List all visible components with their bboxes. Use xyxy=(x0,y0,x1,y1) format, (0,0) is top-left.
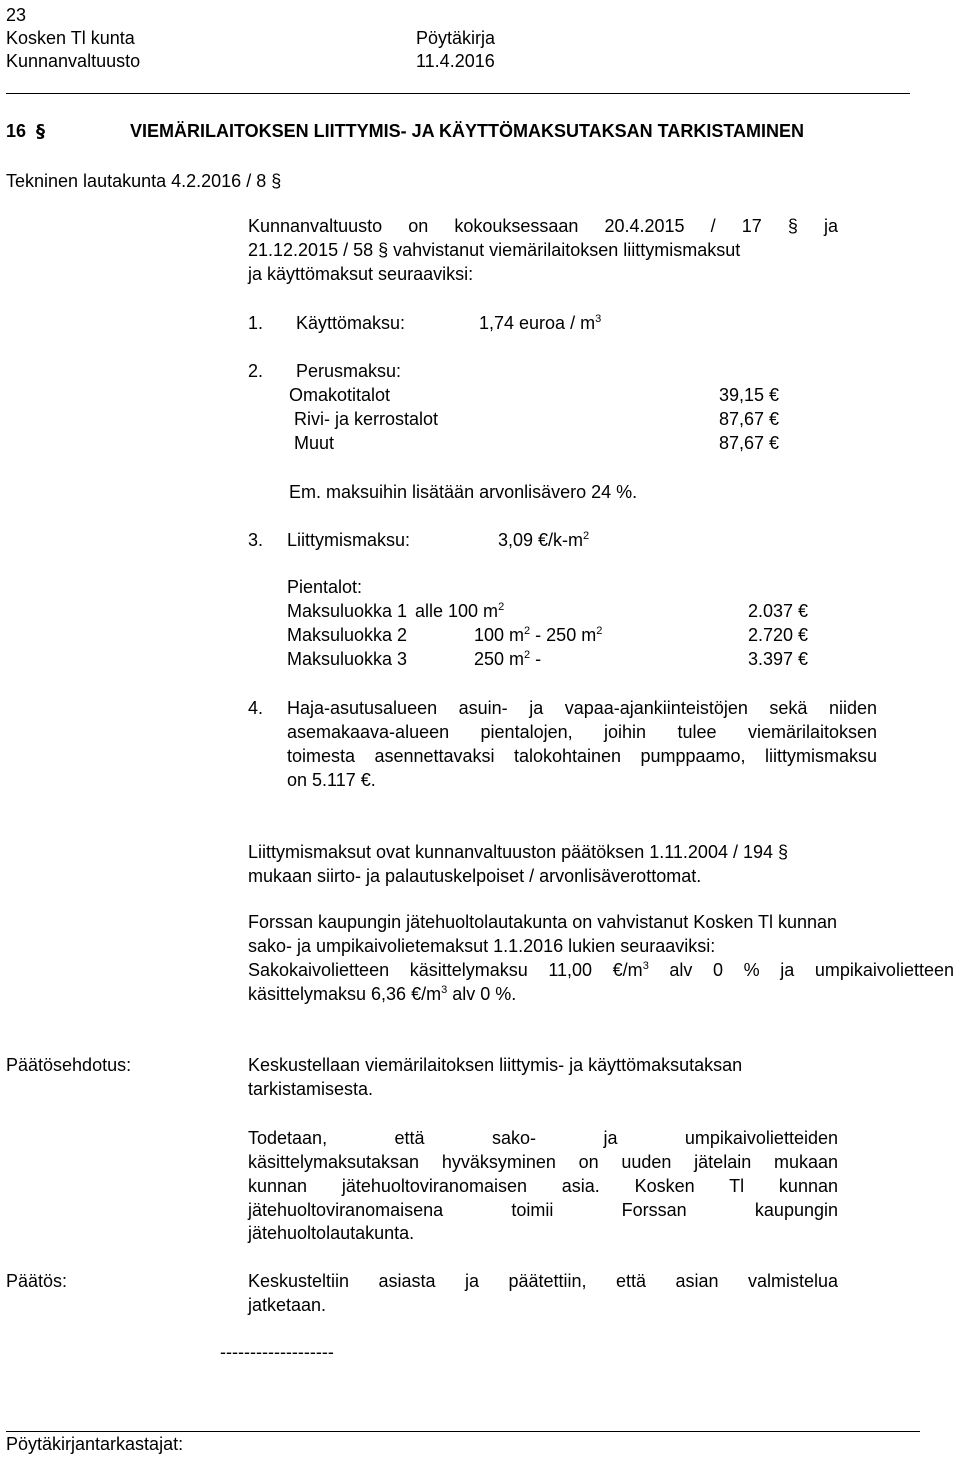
item2-number: 2. xyxy=(248,361,264,381)
meeting-date: 11.4.2016 xyxy=(416,51,495,71)
decision-line-1: Keskusteltiin asiasta ja päätettiin, että asian valmistelua xyxy=(248,1271,838,1291)
forssa-line-4: käsittelymaksu 6,36 $€/m^3$ alv 0 %. xyxy=(248,984,517,1004)
section-title: VIEMÄRILAITOKSEN LIITTYMIS- JA KÄYTTÖMAKSUTAKSAN TARKISTAMINEN xyxy=(130,121,804,141)
proposal-p2-line-4: jätehuoltoviranomaisena toimii Forssan kaupungin xyxy=(248,1200,838,1220)
item1-value: 1,74 euroa / $m^3$ xyxy=(479,313,602,333)
basic-fee-row-value: 39,15 € xyxy=(719,385,780,405)
section-number: 16 § xyxy=(6,121,46,142)
item4-line-2: asemakaava-alueen pientalojen, joihin tulee viemärilaitoksen xyxy=(287,722,877,742)
forssa-line-3: Sakokaivolietteen käsittelymaksu 11,00 $€/m^3$ alv 0 % ja umpikaivolietteen xyxy=(248,960,954,980)
forssa-line-2: sako- ja umpikaivolietemaksut 1.1.2016 lukien seuraaviksi: xyxy=(248,936,716,956)
proposal-p2-line-2: käsittelymaksutaksan hyväksyminen on uuden jätelain mukaan xyxy=(248,1152,838,1172)
item3-subheading: Pientalot: xyxy=(287,577,363,597)
basic-fee-row-value: 87,67 € xyxy=(719,433,780,453)
fee-class-value: 2.037 € xyxy=(748,601,809,621)
header-rule xyxy=(6,93,910,94)
intro-line-2: 21.12.2015 / 58 § vahvistanut viemärilaitoksen liittymismaksut xyxy=(248,240,741,260)
preparing-body: Tekninen lautakunta 4.2.2016 / 8 § xyxy=(6,171,282,191)
item1-number: 1. xyxy=(248,313,264,333)
basic-fee-row-label: Muut xyxy=(294,433,335,453)
section-sign-icon: § xyxy=(36,121,46,142)
item4-line-3: toimesta asennettavaksi talokohtainen pumppaamo, liittymismaksu xyxy=(287,746,877,766)
fee-class-value: 2.720 € xyxy=(748,625,809,645)
item3-number: 3. xyxy=(248,530,264,550)
basic-fee-row-label: Rivi- ja kerrostalot xyxy=(294,409,439,429)
basic-fee-row-value: 87,67 € xyxy=(719,409,780,429)
fee-class-range: 250 $m^2$ - xyxy=(474,649,542,669)
basic-fee-row-label: Omakotitalot xyxy=(289,385,391,405)
item1-label: Käyttömaksu: xyxy=(296,313,406,333)
fee-class-label: Maksuluokka 2 xyxy=(287,625,408,645)
proposal-label: Päätösehdotus: xyxy=(6,1055,132,1075)
footer-rule xyxy=(6,1431,920,1432)
forssa-line-1: Forssan kaupungin jätehuoltolautakunta on vahvistanut Kosken Tl kunnan xyxy=(248,912,838,932)
governing-body: Kunnanvaltuusto xyxy=(6,51,141,71)
fee-class-label: Maksuluokka 3 xyxy=(287,649,408,669)
fee-class-value: 3.397 € xyxy=(748,649,809,669)
item4-number: 4. xyxy=(248,698,264,718)
intro-line-1: Kunnanvaltuusto on kokouksessaan 20.4.2015 / 17 § ja xyxy=(248,216,838,236)
proposal-line-2: tarkistamisesta. xyxy=(248,1079,374,1099)
proposal-p2-line-5: jätehuoltolautakunta. xyxy=(248,1223,415,1243)
item2-label: Perusmaksu: xyxy=(296,361,402,381)
fee-class-label: Maksuluokka 1 xyxy=(287,601,408,621)
refund-line-2: mukaan siirto- ja palautuskelpoiset / arvonlisäverottomat. xyxy=(248,866,702,886)
proposal-p2-line-1: Todetaan, että sako- ja umpikaivolietteiden xyxy=(248,1128,838,1148)
vat-note: Em. maksuihin lisätään arvonlisävero 24 %. xyxy=(289,482,638,502)
refund-line-1: Liittymismaksut ovat kunnanvaltuuston päätöksen 1.11.2004 / 194 § xyxy=(248,842,789,862)
separator-dashes: ------------------- xyxy=(220,1342,334,1362)
fee-class-range: alle 100 $m^2$ xyxy=(415,601,505,621)
fee-class-range: 100 $m^2 - 250$ $m^2$ xyxy=(474,625,603,645)
item4-line-4: on 5.117 €. xyxy=(287,770,376,790)
municipality-name: Kosken Tl kunta xyxy=(6,28,135,48)
intro-line-3: ja käyttömaksut seuraaviksi: xyxy=(248,264,474,284)
decision-label: Päätös: xyxy=(6,1271,68,1291)
item4-line-1: Haja-asutusalueen asuin- ja vapaa-ajankiinteistöjen sekä niiden xyxy=(287,698,877,718)
document-type: Pöytäkirja xyxy=(416,28,496,48)
item3-label: Liittymismaksu: xyxy=(287,530,411,550)
proposal-line-1: Keskustellaan viemärilaitoksen liittymis- ja käyttömaksutaksan xyxy=(248,1055,743,1075)
minutes-checkers-label: Pöytäkirjantarkastajat: xyxy=(6,1434,184,1454)
item3-value: 3,09 $€/k-m^2$ xyxy=(498,530,590,550)
proposal-p2-line-3: kunnan jätehuoltoviranomaisen asia. Kosken Tl kunnan xyxy=(248,1176,838,1196)
page-number: 23 xyxy=(6,5,27,25)
decision-line-2: jatketaan. xyxy=(248,1295,327,1315)
